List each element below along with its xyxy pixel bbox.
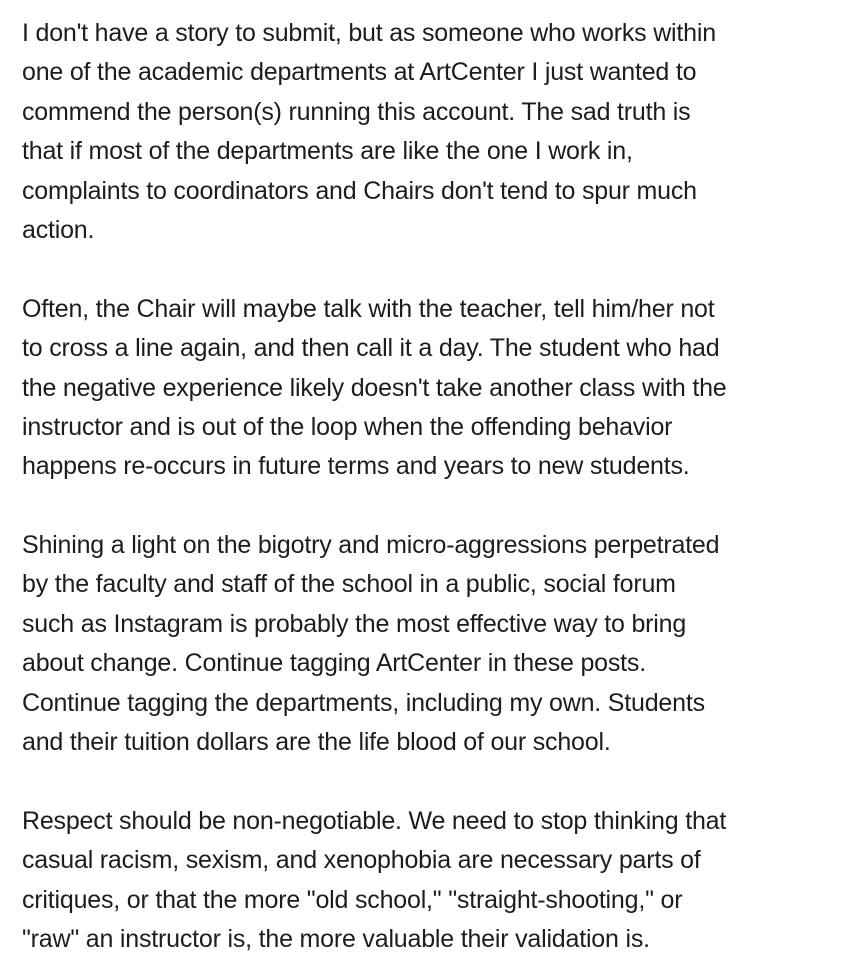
text-line: such as Instagram is probably the most effective way to bring (22, 609, 687, 638)
text-line: complaints to coordinators and Chairs don't tend to spur much (22, 176, 697, 205)
text-line: one of the academic departments at ArtCenter I just wanted to (22, 58, 697, 87)
text-line: and their tuition dollars are the life blood of our school. (22, 728, 611, 757)
text-line: Often, the Chair will maybe talk with the teacher, tell him/her not (22, 294, 715, 323)
text-line: instructor and is out of the loop when the offending behavior (22, 412, 673, 441)
paragraph-spacer (22, 762, 842, 801)
text-line: casual racism, sexism, and xenophobia are necessary parts of (22, 846, 701, 875)
text-line: that if most of the departments are like the one I work in, (22, 137, 633, 166)
paragraph-4 (22, 802, 842, 959)
text-line: action. (22, 215, 95, 244)
text-line: "raw" an instructor is, the more valuable their validation is. (22, 924, 650, 953)
text-line: commend the person(s) running this account. The sad truth is (22, 97, 691, 126)
text-line: happens re-occurs in future terms and years to new students. (22, 452, 690, 481)
paragraph-2 (22, 290, 842, 487)
text-line: about change. Continue tagging ArtCenter in these posts. (22, 649, 646, 678)
text-line: critiques, or that the more "old school," "straight-shooting," or (22, 885, 683, 914)
paragraph-spacer (22, 487, 842, 526)
text-line: Respect should be non-negotiable. We need to stop thinking that (22, 806, 727, 835)
text-line: Shining a light on the bigotry and micro-aggressions perpetrated (22, 531, 720, 560)
text-line: by the faculty and staff of the school in a public, social forum (22, 570, 676, 599)
text-line: the negative experience likely doesn't take another class with the (22, 373, 727, 402)
text-line: to cross a line again, and then call it a day. The student who had (22, 334, 720, 363)
paragraph-1 (22, 14, 842, 250)
paragraph-spacer (22, 250, 842, 289)
text-line: I don't have a story to submit, but as someone who works within (22, 19, 716, 47)
text-line: Continue tagging the departments, including my own. Students (22, 688, 705, 717)
paragraph-3 (22, 526, 842, 762)
